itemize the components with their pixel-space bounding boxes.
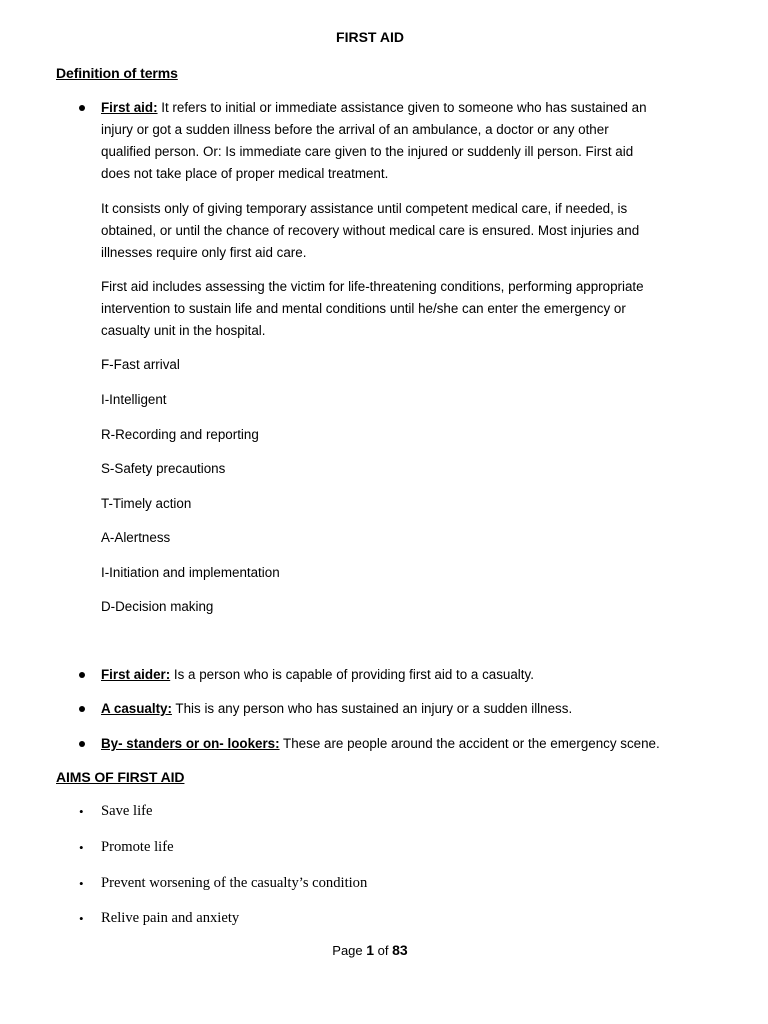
page-title: FIRST AID <box>336 29 404 45</box>
paragraph-line: It consists only of giving temporary assistance until competent medical care, if needed, is <box>101 201 628 216</box>
definition-term-first-aid: First aid: <box>101 100 158 115</box>
total-pages-number: 83 <box>392 942 408 958</box>
bullet-dot-icon <box>79 706 87 714</box>
definition-term: First aider: <box>101 667 171 682</box>
aim-item: Save life <box>101 803 153 819</box>
definition-item <box>101 733 660 755</box>
bullet-icon: • <box>79 804 84 819</box>
aim-item: Relive pain and anxiety <box>101 910 240 926</box>
acronym-item: I-Initiation and implementation <box>101 565 280 580</box>
definition-term: A casualty: <box>101 701 172 716</box>
definition-item <box>101 664 534 686</box>
acronym-item: S-Safety precautions <box>101 461 226 476</box>
paragraph-line: casualty unit in the hospital. <box>101 323 266 338</box>
bullet-dot-icon <box>79 741 87 749</box>
first-aid-definition-line <box>101 97 647 119</box>
definition-text: This is any person who has sustained an injury or a sudden illness. <box>171 701 573 716</box>
definition-term: By- standers or on- lookers: <box>101 736 280 751</box>
current-page-number: 1 <box>366 942 375 958</box>
definition-text: These are people around the accident or the emergency scene. <box>279 736 660 751</box>
page-footer <box>0 940 740 962</box>
paragraph-line: qualified person. Or: Is immediate care given to the injured or suddenly ill person. First aid <box>101 144 634 159</box>
aim-item: Promote life <box>101 839 174 855</box>
paragraph-line: injury or got a sudden illness before the arrival of an ambulance, a doctor or any other <box>101 122 609 137</box>
definition-text: It refers to initial or immediate assistance given to someone who has sustained an <box>157 100 647 115</box>
definition-item <box>101 698 572 720</box>
of-label: of <box>374 943 393 958</box>
bullet-dot-icon <box>79 105 87 113</box>
aim-item: Prevent worsening of the casualty’s condition <box>101 875 368 891</box>
acronym-item: F-Fast arrival <box>101 357 180 372</box>
section-heading-definitions: Definition of terms <box>56 65 178 81</box>
acronym-item: R-Recording and reporting <box>101 427 259 442</box>
page-label: Page <box>332 943 367 958</box>
acronym-item: T-Timely action <box>101 496 192 511</box>
paragraph-line: illnesses require only first aid care. <box>101 245 307 260</box>
bullet-icon: • <box>79 876 84 891</box>
bullet-icon: • <box>79 911 84 926</box>
acronym-item: I-Intelligent <box>101 392 167 407</box>
paragraph-line: does not take place of proper medical treatment. <box>101 166 389 181</box>
paragraph-line: obtained, or until the chance of recovery without medical care is ensured. Most injuries and <box>101 223 640 238</box>
acronym-item: A-Alertness <box>101 530 171 545</box>
paragraph-line: intervention to sustain life and mental conditions until he/she can enter the emergency or <box>101 301 626 316</box>
paragraph-line: First aid includes assessing the victim for life-threatening conditions, performing appropriate <box>101 279 644 294</box>
bullet-dot-icon <box>79 672 87 680</box>
definition-text: Is a person who is capable of providing first aid to a casualty. <box>170 667 534 682</box>
section-heading-aims: AIMS OF FIRST AID <box>56 769 185 785</box>
bullet-icon: • <box>79 840 84 855</box>
acronym-item: D-Decision making <box>101 599 214 614</box>
